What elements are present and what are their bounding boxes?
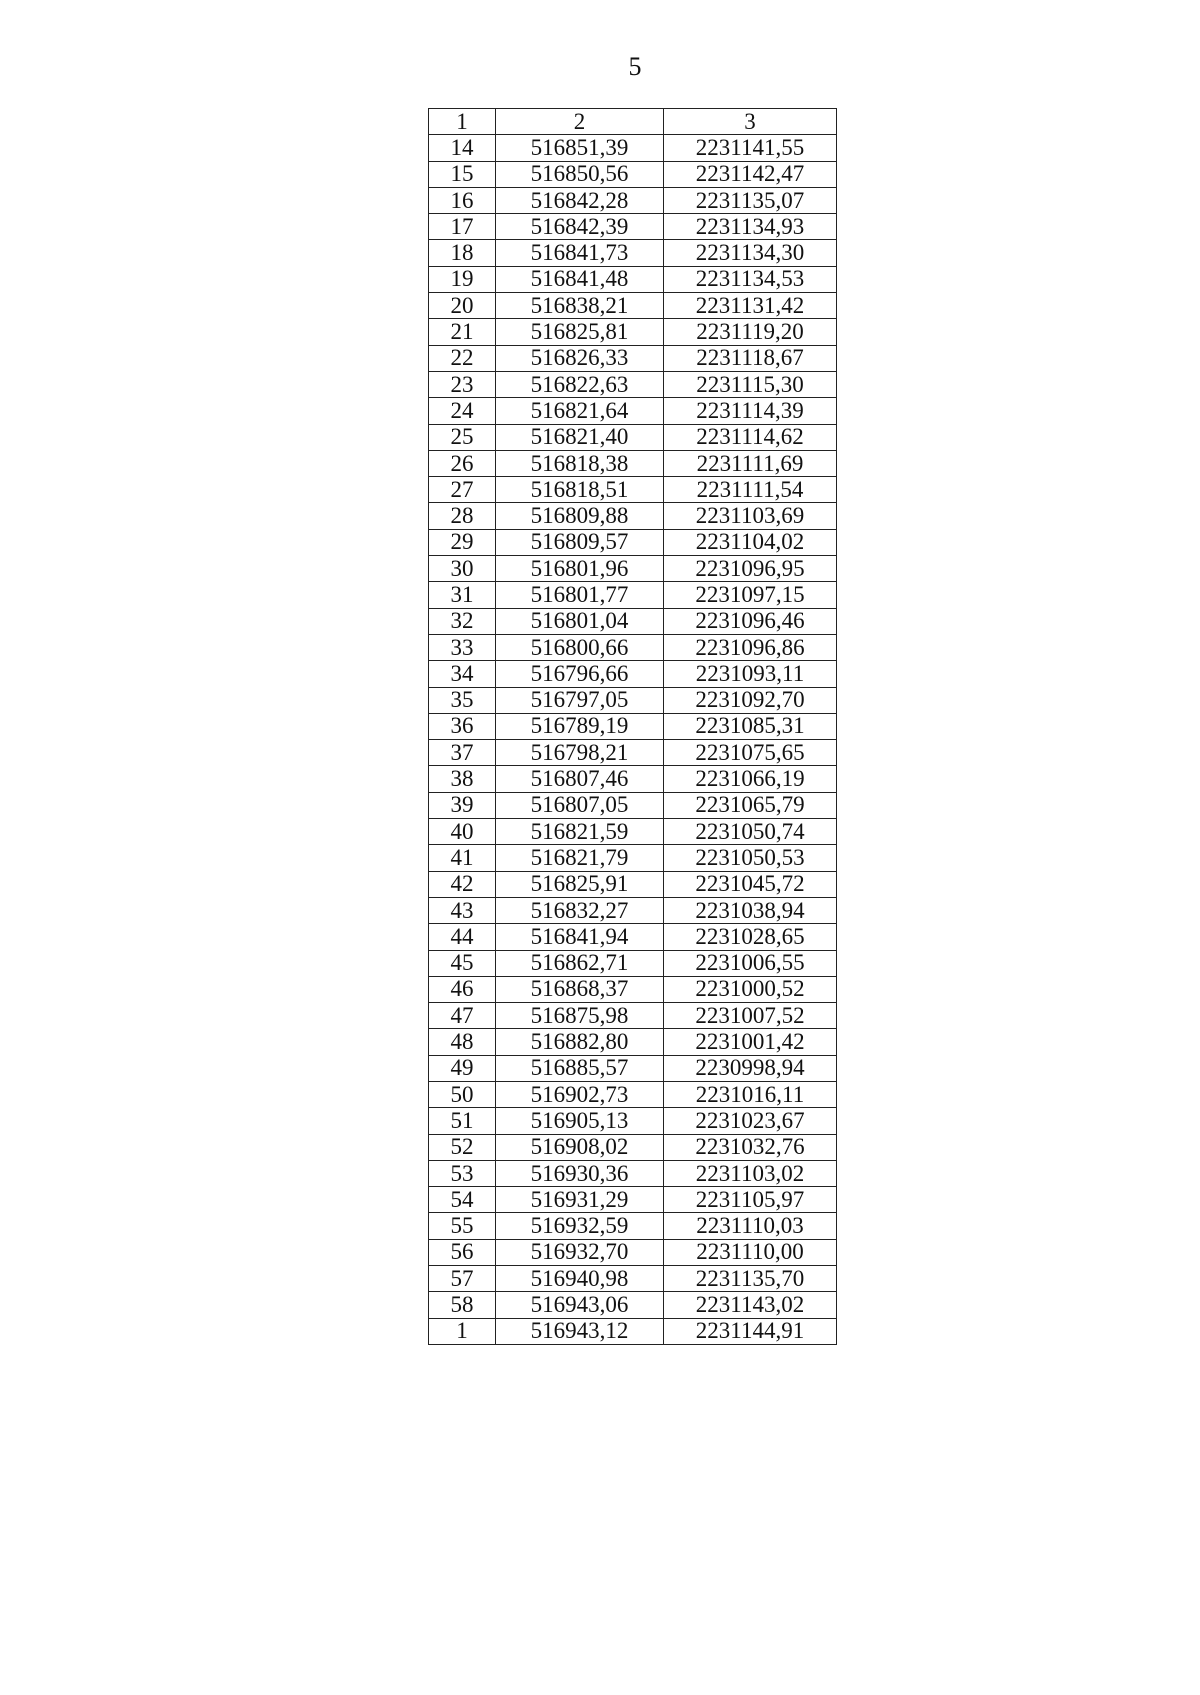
cell-x-coordinate: 516832,27 — [496, 897, 664, 923]
cell-x-coordinate: 516851,39 — [496, 135, 664, 161]
cell-y-coordinate: 2231066,19 — [664, 766, 837, 792]
cell-y-coordinate: 2231114,62 — [664, 424, 837, 450]
table-row — [429, 240, 837, 266]
cell-x-coordinate: 516822,63 — [496, 371, 664, 397]
header-cell-y: 3 — [664, 109, 837, 135]
table-row — [429, 819, 837, 845]
cell-point-number: 55 — [429, 1213, 496, 1239]
cell-y-coordinate: 2231038,94 — [664, 897, 837, 923]
table-row — [429, 1318, 837, 1344]
table-row — [429, 634, 837, 660]
table-row — [429, 1029, 837, 1055]
cell-x-coordinate: 516932,59 — [496, 1213, 664, 1239]
cell-point-number: 43 — [429, 897, 496, 923]
cell-y-coordinate: 2231104,02 — [664, 529, 837, 555]
table-row — [429, 1266, 837, 1292]
cell-y-coordinate: 2231134,53 — [664, 266, 837, 292]
cell-y-coordinate: 2231143,02 — [664, 1292, 837, 1318]
cell-y-coordinate: 2231105,97 — [664, 1187, 837, 1213]
cell-point-number: 24 — [429, 398, 496, 424]
table-row — [429, 608, 837, 634]
cell-point-number: 37 — [429, 740, 496, 766]
header-cell-x: 2 — [496, 109, 664, 135]
cell-y-coordinate: 2231093,11 — [664, 661, 837, 687]
cell-x-coordinate: 516821,40 — [496, 424, 664, 450]
cell-y-coordinate: 2230998,94 — [664, 1055, 837, 1081]
cell-point-number: 26 — [429, 450, 496, 476]
cell-point-number: 23 — [429, 371, 496, 397]
table-row — [429, 1081, 837, 1107]
cell-point-number: 36 — [429, 713, 496, 739]
cell-y-coordinate: 2231023,67 — [664, 1108, 837, 1134]
cell-x-coordinate: 516796,66 — [496, 661, 664, 687]
cell-point-number: 16 — [429, 187, 496, 213]
cell-x-coordinate: 516842,39 — [496, 214, 664, 240]
table-header — [429, 109, 837, 135]
cell-y-coordinate: 2231111,69 — [664, 450, 837, 476]
cell-x-coordinate: 516882,80 — [496, 1029, 664, 1055]
cell-x-coordinate: 516826,33 — [496, 345, 664, 371]
cell-point-number: 33 — [429, 634, 496, 660]
cell-y-coordinate: 2231001,42 — [664, 1029, 837, 1055]
table-body — [429, 135, 837, 1345]
table-row — [429, 871, 837, 897]
cell-point-number: 17 — [429, 214, 496, 240]
cell-y-coordinate: 2231006,55 — [664, 950, 837, 976]
cell-point-number: 39 — [429, 792, 496, 818]
cell-x-coordinate: 516801,77 — [496, 582, 664, 608]
cell-x-coordinate: 516807,46 — [496, 766, 664, 792]
cell-point-number: 21 — [429, 319, 496, 345]
cell-x-coordinate: 516875,98 — [496, 1003, 664, 1029]
cell-point-number: 41 — [429, 845, 496, 871]
cell-x-coordinate: 516940,98 — [496, 1266, 664, 1292]
table-row — [429, 214, 837, 240]
table-row — [429, 976, 837, 1002]
table-row — [429, 424, 837, 450]
table-row — [429, 740, 837, 766]
table-row — [429, 450, 837, 476]
table-row — [429, 503, 837, 529]
cell-point-number: 32 — [429, 608, 496, 634]
table-row — [429, 187, 837, 213]
table-row — [429, 266, 837, 292]
cell-y-coordinate: 2231134,30 — [664, 240, 837, 266]
table-row — [429, 529, 837, 555]
table-row — [429, 1213, 837, 1239]
cell-x-coordinate: 516825,91 — [496, 871, 664, 897]
cell-point-number: 25 — [429, 424, 496, 450]
cell-point-number: 34 — [429, 661, 496, 687]
table-row — [429, 1292, 837, 1318]
cell-x-coordinate: 516943,06 — [496, 1292, 664, 1318]
table-row — [429, 950, 837, 976]
table-row — [429, 135, 837, 161]
cell-y-coordinate: 2231103,02 — [664, 1160, 837, 1186]
cell-y-coordinate: 2231007,52 — [664, 1003, 837, 1029]
cell-y-coordinate: 2231096,46 — [664, 608, 837, 634]
cell-x-coordinate: 516932,70 — [496, 1239, 664, 1265]
cell-x-coordinate: 516821,64 — [496, 398, 664, 424]
cell-point-number: 51 — [429, 1108, 496, 1134]
cell-y-coordinate: 2231110,00 — [664, 1239, 837, 1265]
cell-x-coordinate: 516797,05 — [496, 687, 664, 713]
cell-point-number: 27 — [429, 477, 496, 503]
cell-y-coordinate: 2231103,69 — [664, 503, 837, 529]
table-row — [429, 792, 837, 818]
table-row — [429, 1003, 837, 1029]
table-row — [429, 1239, 837, 1265]
cell-y-coordinate: 2231111,54 — [664, 477, 837, 503]
cell-y-coordinate: 2231050,53 — [664, 845, 837, 871]
cell-point-number: 47 — [429, 1003, 496, 1029]
cell-point-number: 46 — [429, 976, 496, 1002]
cell-x-coordinate: 516825,81 — [496, 319, 664, 345]
cell-y-coordinate: 2231032,76 — [664, 1134, 837, 1160]
cell-y-coordinate: 2231119,20 — [664, 319, 837, 345]
table-row — [429, 845, 837, 871]
table-row — [429, 687, 837, 713]
cell-point-number: 53 — [429, 1160, 496, 1186]
cell-x-coordinate: 516807,05 — [496, 792, 664, 818]
cell-y-coordinate: 2231097,15 — [664, 582, 837, 608]
cell-x-coordinate: 516885,57 — [496, 1055, 664, 1081]
cell-x-coordinate: 516931,29 — [496, 1187, 664, 1213]
cell-x-coordinate: 516809,88 — [496, 503, 664, 529]
cell-y-coordinate: 2231134,93 — [664, 214, 837, 240]
coordinates-table — [428, 108, 837, 1345]
table-row — [429, 1187, 837, 1213]
cell-x-coordinate: 516908,02 — [496, 1134, 664, 1160]
cell-x-coordinate: 516809,57 — [496, 529, 664, 555]
cell-point-number: 19 — [429, 266, 496, 292]
cell-point-number: 44 — [429, 924, 496, 950]
cell-x-coordinate: 516838,21 — [496, 293, 664, 319]
cell-x-coordinate: 516850,56 — [496, 161, 664, 187]
table-row — [429, 713, 837, 739]
cell-x-coordinate: 516818,38 — [496, 450, 664, 476]
cell-x-coordinate: 516902,73 — [496, 1081, 664, 1107]
cell-point-number: 28 — [429, 503, 496, 529]
cell-y-coordinate: 2231050,74 — [664, 819, 837, 845]
cell-point-number: 38 — [429, 766, 496, 792]
table-row — [429, 319, 837, 345]
cell-x-coordinate: 516818,51 — [496, 477, 664, 503]
cell-y-coordinate: 2231016,11 — [664, 1081, 837, 1107]
cell-y-coordinate: 2231142,47 — [664, 161, 837, 187]
cell-point-number: 45 — [429, 950, 496, 976]
cell-y-coordinate: 2231135,07 — [664, 187, 837, 213]
cell-x-coordinate: 516801,04 — [496, 608, 664, 634]
cell-point-number: 30 — [429, 556, 496, 582]
table-row — [429, 1108, 837, 1134]
table-row — [429, 371, 837, 397]
cell-point-number: 35 — [429, 687, 496, 713]
cell-x-coordinate: 516821,59 — [496, 819, 664, 845]
cell-point-number: 49 — [429, 1055, 496, 1081]
cell-point-number: 29 — [429, 529, 496, 555]
table-row — [429, 398, 837, 424]
cell-point-number: 57 — [429, 1266, 496, 1292]
cell-point-number: 48 — [429, 1029, 496, 1055]
cell-point-number: 14 — [429, 135, 496, 161]
table-row — [429, 1160, 837, 1186]
table-row — [429, 161, 837, 187]
cell-y-coordinate: 2231131,42 — [664, 293, 837, 319]
cell-y-coordinate: 2231096,95 — [664, 556, 837, 582]
cell-x-coordinate: 516930,36 — [496, 1160, 664, 1186]
cell-x-coordinate: 516841,73 — [496, 240, 664, 266]
cell-point-number: 54 — [429, 1187, 496, 1213]
cell-y-coordinate: 2231092,70 — [664, 687, 837, 713]
table-row — [429, 556, 837, 582]
cell-y-coordinate: 2231118,67 — [664, 345, 837, 371]
table-row — [429, 582, 837, 608]
cell-y-coordinate: 2231096,86 — [664, 634, 837, 660]
cell-x-coordinate: 516798,21 — [496, 740, 664, 766]
table-row — [429, 477, 837, 503]
cell-y-coordinate: 2231000,52 — [664, 976, 837, 1002]
cell-y-coordinate: 2231115,30 — [664, 371, 837, 397]
cell-y-coordinate: 2231065,79 — [664, 792, 837, 818]
table-row — [429, 924, 837, 950]
cell-y-coordinate: 2231045,72 — [664, 871, 837, 897]
cell-point-number: 50 — [429, 1081, 496, 1107]
header-cell-point-number: 1 — [429, 109, 496, 135]
cell-point-number: 58 — [429, 1292, 496, 1318]
cell-x-coordinate: 516800,66 — [496, 634, 664, 660]
cell-point-number: 20 — [429, 293, 496, 319]
table-row — [429, 661, 837, 687]
cell-x-coordinate: 516789,19 — [496, 713, 664, 739]
cell-x-coordinate: 516841,94 — [496, 924, 664, 950]
cell-y-coordinate: 2231141,55 — [664, 135, 837, 161]
cell-x-coordinate: 516842,28 — [496, 187, 664, 213]
table-row — [429, 1055, 837, 1081]
cell-x-coordinate: 516868,37 — [496, 976, 664, 1002]
cell-point-number: 56 — [429, 1239, 496, 1265]
table-row — [429, 897, 837, 923]
cell-y-coordinate: 2231114,39 — [664, 398, 837, 424]
cell-x-coordinate: 516801,96 — [496, 556, 664, 582]
cell-y-coordinate: 2231135,70 — [664, 1266, 837, 1292]
cell-point-number: 22 — [429, 345, 496, 371]
cell-point-number: 18 — [429, 240, 496, 266]
header-row — [429, 109, 837, 135]
table-row — [429, 766, 837, 792]
cell-y-coordinate: 2231144,91 — [664, 1318, 837, 1344]
page-number: 5 — [628, 52, 642, 81]
table-row — [429, 1134, 837, 1160]
cell-point-number: 15 — [429, 161, 496, 187]
table-row — [429, 293, 837, 319]
cell-y-coordinate: 2231085,31 — [664, 713, 837, 739]
cell-x-coordinate: 516841,48 — [496, 266, 664, 292]
cell-point-number: 52 — [429, 1134, 496, 1160]
cell-y-coordinate: 2231075,65 — [664, 740, 837, 766]
cell-y-coordinate: 2231028,65 — [664, 924, 837, 950]
cell-point-number: 40 — [429, 819, 496, 845]
table-row — [429, 345, 837, 371]
cell-x-coordinate: 516905,13 — [496, 1108, 664, 1134]
cell-point-number: 31 — [429, 582, 496, 608]
cell-x-coordinate: 516943,12 — [496, 1318, 664, 1344]
cell-x-coordinate: 516821,79 — [496, 845, 664, 871]
cell-point-number: 1 — [429, 1318, 496, 1344]
cell-y-coordinate: 2231110,03 — [664, 1213, 837, 1239]
cell-point-number: 42 — [429, 871, 496, 897]
cell-x-coordinate: 516862,71 — [496, 950, 664, 976]
